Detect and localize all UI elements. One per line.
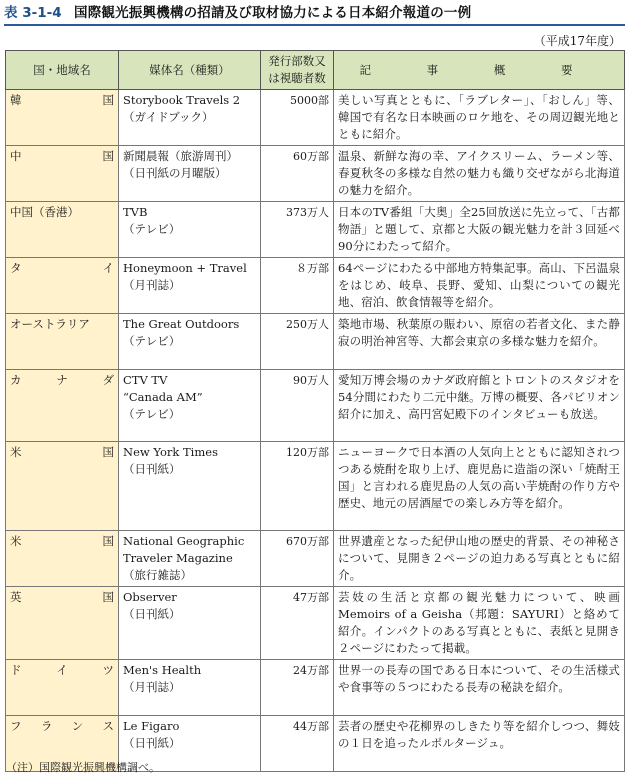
summary-cell: 美しい写真とともに、「ラブレター」、「おしん」等、韓国で有名な日本映画のロケ地を、その周辺観光地とともに紹介。 [334, 90, 625, 146]
country-char: 国 [102, 590, 114, 604]
media-line: （日刊紙） [123, 607, 181, 621]
media-cell [119, 370, 261, 442]
media-line: Le Figaro [123, 719, 180, 733]
country-cell [6, 202, 119, 258]
media-line: TVB [123, 205, 148, 219]
country-char: カ [10, 373, 22, 387]
country-char: ダ [102, 373, 114, 387]
country-char: 米 [10, 534, 22, 548]
media-line: New York Times [123, 445, 218, 459]
media-cell [119, 531, 261, 587]
table-row [6, 531, 625, 587]
table-row [6, 258, 625, 314]
country-cell [6, 90, 119, 146]
country-cell [6, 370, 119, 442]
summary-cell: ニューヨークで日本酒の人気向上とともに認知されつつある焼酎を取り上げ、鹿児島に造詣の深い「焼酎王国」と言われる鹿児島の人気の高い芋焼酎の作り方や歴史、地元の居酒屋での楽しみ方等を紹介。 [334, 442, 625, 531]
country-char: 英 [10, 590, 22, 604]
count-cell: 373万人 [261, 202, 334, 258]
summary-cell: 日本のTV番組「大奥」全25回放送に先立って、「古都物語」と題して、京都と大阪の観光魅力を計３回延べ90分にわたって紹介。 [334, 202, 625, 258]
media-line: Men's Health [123, 663, 202, 677]
table-row [6, 660, 625, 716]
country-char: 国 [102, 445, 114, 459]
country-char: タ [10, 261, 22, 275]
count-cell: 120万部 [261, 442, 334, 531]
count-cell: 60万部 [261, 146, 334, 202]
media-line: The Great Outdoors [123, 317, 240, 331]
media-line: （日刊紙の月曜版） [123, 166, 227, 180]
count-cell: 90万人 [261, 370, 334, 442]
media-line: （旅行雑誌） [123, 568, 192, 582]
media-cell [119, 146, 261, 202]
media-coverage-table [5, 50, 625, 772]
country-cell [6, 660, 119, 716]
country-char: ツ [102, 663, 114, 677]
media-cell [119, 258, 261, 314]
media-line: Honeymoon + Travel [123, 261, 247, 275]
table-row [6, 202, 625, 258]
header-country: 国・地域名 [6, 51, 119, 90]
country-char: オーストラリア [10, 317, 90, 331]
fiscal-year-note: （平成17年度） [533, 34, 621, 48]
count-cell: 250万人 [261, 314, 334, 370]
media-line: （テレビ） [123, 407, 181, 421]
table-title-bar [4, 3, 625, 23]
table-row [6, 442, 625, 531]
media-line: National Geographic [123, 534, 245, 548]
media-cell [119, 587, 261, 660]
country-char: 中 [10, 149, 22, 163]
count-cell: 47万部 [261, 587, 334, 660]
media-line: Traveler Magazine [123, 551, 233, 565]
media-cell [119, 202, 261, 258]
media-cell [119, 660, 261, 716]
summary-cell: 愛知万博会場のカナダ政府館とトロントのスタジオを54分間にわたり二元中継。万博の概要、各パビリオン紹介に加え、高円宮妃殿下のインタビューも放送。 [334, 370, 625, 442]
media-line: 新聞晨報（旅游周刊） [123, 149, 238, 163]
country-cell [6, 587, 119, 660]
country-cell [6, 258, 119, 314]
country-cell [6, 531, 119, 587]
media-line: （テレビ） [123, 222, 181, 236]
country-char: イ [56, 663, 68, 677]
table-row [6, 90, 625, 146]
count-cell: 24万部 [261, 660, 334, 716]
count-cell: 5000部 [261, 90, 334, 146]
summary-cell: 64ページにわたる中部地方特集記事。高山、下呂温泉をはじめ、岐阜、長野、愛知、山梨についての観光地、宿泊、飲食情報等を紹介。 [334, 258, 625, 314]
country-char: ン [71, 719, 84, 733]
summary-cell: 芸者の歴史や花柳界のしきたり等を紹介しつつ、舞妓の１日を追ったルポルタージュ。 [334, 716, 625, 772]
summary-cell: 温泉、新鮮な海の幸、アイクスリーム、ラーメン等、春夏秋冬の多様な自然の魅力も織り交ぜながら北海道の魅力を紹介。 [334, 146, 625, 202]
country-char: フ [10, 719, 22, 733]
country-cell [6, 442, 119, 531]
footnote: （注）国際観光振興機構調べ。 [6, 761, 160, 774]
media-line: （月刊誌） [123, 278, 181, 292]
title-underline [4, 24, 625, 26]
media-line: （月刊誌） [123, 680, 181, 694]
media-line: （日刊紙） [123, 736, 181, 750]
country-char: 中国（香港） [10, 205, 79, 219]
summary-cell: 世界一の長寿の国である日本について、その生活様式や食事等の５つにわたる長寿の秘訣を紹介。 [334, 660, 625, 716]
summary-cell: 築地市場、秋葉原の賑わい、原宿の若者文化、また静寂の明治神宮等、大都会東京の多様な魅力を紹介。 [334, 314, 625, 370]
header-media: 媒体名（種類） [119, 51, 261, 90]
table-number: 表 3-1-4 [4, 5, 62, 21]
media-line: （テレビ） [123, 334, 181, 348]
header-summary [334, 51, 625, 90]
media-line: “Canada AM” [123, 390, 203, 404]
count-cell: ８万部 [261, 258, 334, 314]
country-char: イ [102, 261, 114, 275]
country-cell [6, 314, 119, 370]
media-cell [119, 90, 261, 146]
summary-cell: 世界遺産となった紀伊山地の歴史的背景、その神秘さについて、見開き２ページの迫力ある写真とともに紹介。 [334, 531, 625, 587]
table-row [6, 314, 625, 370]
table-header-row [6, 51, 625, 90]
table-row [6, 587, 625, 660]
country-char: ス [102, 719, 114, 733]
country-char: 国 [102, 93, 114, 107]
table-title: 国際観光振興機構の招請及び取材協力による日本紹介報道の一例 [74, 5, 472, 21]
media-line: （日刊紙） [123, 462, 181, 476]
table-row [6, 146, 625, 202]
country-char: ド [10, 663, 22, 677]
count-cell: 670万部 [261, 531, 334, 587]
country-char: ラ [40, 719, 53, 733]
media-cell [119, 442, 261, 531]
header-count: 発行部数又は視聴者数 [261, 51, 334, 90]
header-summary-text: 記 事 概 要 [359, 62, 599, 77]
country-cell [6, 146, 119, 202]
table-row [6, 370, 625, 442]
summary-cell: 芸妓の生活と京都の観光魅力について、映画Memoirs of a Geisha（邦題：SAYURI）と絡めて紹介。インパクトのある写真とともに、表紙と見開き２ページにわたって掲載。 [334, 587, 625, 660]
table-body [6, 90, 625, 772]
country-char: ナ [56, 373, 68, 387]
media-line: （ガイドブック） [123, 110, 214, 124]
media-line: Storybook Travels 2 [123, 93, 241, 107]
country-char: 国 [102, 534, 114, 548]
count-cell: 44万部 [261, 716, 334, 772]
media-line: Observer [123, 590, 177, 604]
country-char: 国 [102, 149, 114, 163]
country-char: 米 [10, 445, 22, 459]
country-char: 韓 [10, 93, 22, 107]
media-line: CTV TV [123, 373, 168, 387]
media-cell [119, 314, 261, 370]
